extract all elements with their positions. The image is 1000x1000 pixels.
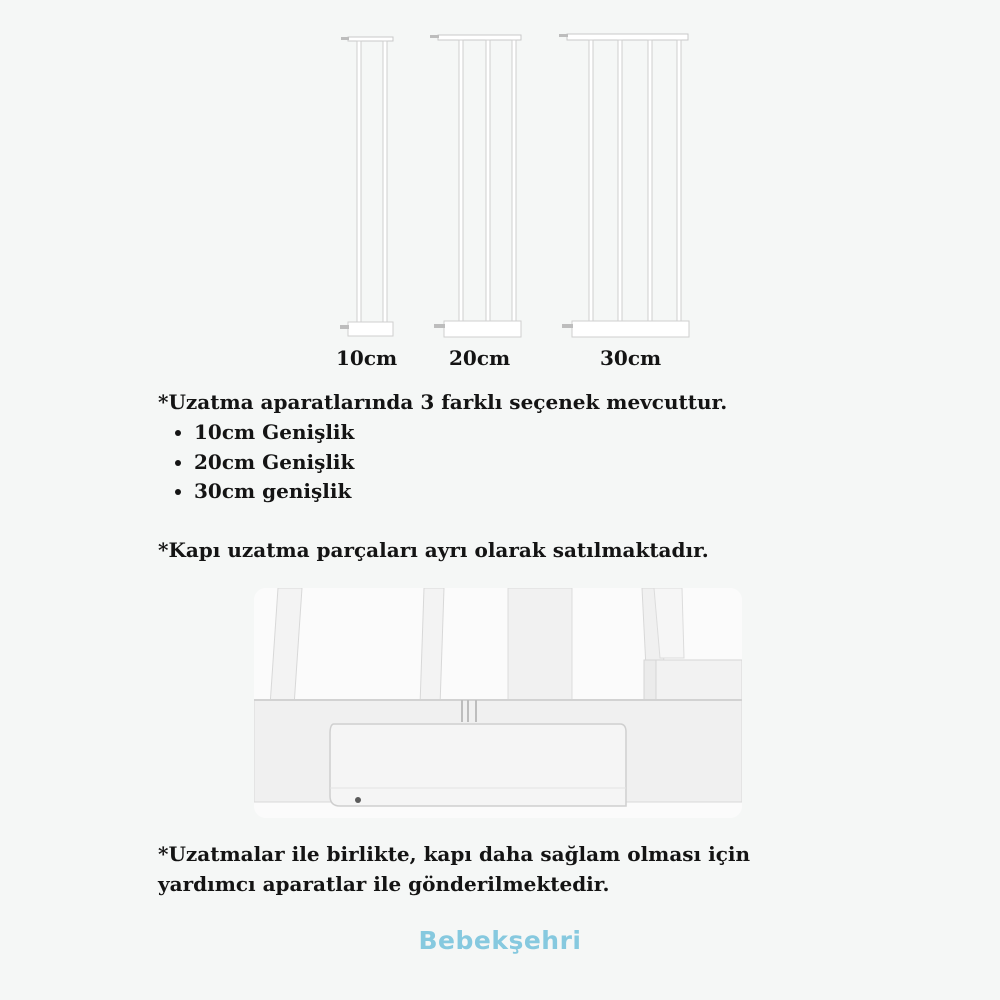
- option-item: • 10cm Genişlik: [194, 418, 354, 448]
- option-item: • 20cm Genişlik: [194, 448, 354, 478]
- sold-separately-note: *Kapı uzatma parçaları ayrı olarak satılmaktadır.: [158, 538, 709, 562]
- extension-20cm-piece: [430, 35, 521, 337]
- label-30cm: 30cm: [600, 346, 662, 370]
- label-20cm: 20cm: [449, 346, 511, 370]
- extension-30cm-piece: [559, 34, 689, 337]
- gate-joint-drawing: [254, 588, 742, 818]
- extension-pieces-illustration: [0, 0, 1000, 345]
- intro-text: *Uzatma aparatlarında 3 farklı seçenek mevcuttur.: [158, 390, 728, 414]
- accessories-note-line2: yardımcı aparatlar ile gönderilmektedir.: [158, 872, 610, 896]
- options-list: [158, 418, 354, 507]
- accessories-note-line1: *Uzatmalar ile birlikte, kapı daha sağlam olması için: [158, 842, 751, 866]
- label-10cm: 10cm: [336, 346, 398, 370]
- option-item: • 30cm genişlik: [194, 477, 354, 507]
- gate-joint-photo: [254, 588, 742, 818]
- brand-logo: Bebekşehri: [418, 926, 582, 955]
- extension-10cm-piece: [340, 37, 393, 336]
